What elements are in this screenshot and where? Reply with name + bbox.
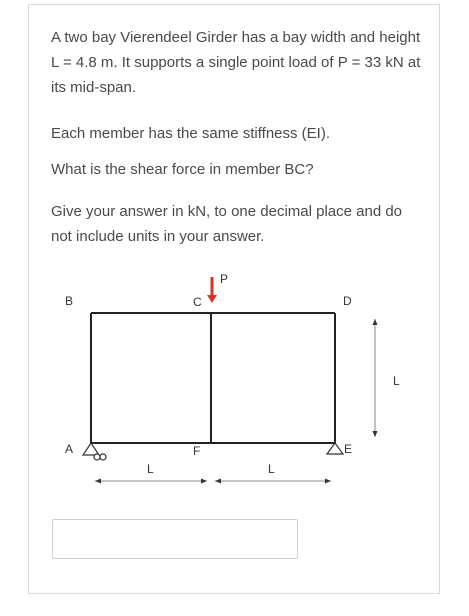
pin-support-icon — [83, 443, 106, 460]
answer-input[interactable] — [52, 519, 298, 559]
label-c: C — [193, 295, 202, 309]
label-span-right: L — [268, 462, 275, 476]
question-text-instructions: Give your answer in kN, to one decimal place and do not include units in your answer. — [51, 203, 403, 245]
label-span-left: L — [147, 462, 154, 476]
girder-diagram — [59, 267, 419, 497]
label-e: E — [344, 442, 353, 456]
label-p: P — [220, 272, 229, 286]
load-arrow-icon — [207, 277, 217, 303]
question-text-stiffness: Each member has the same stiffness (EI). — [51, 125, 331, 142]
label-a: A — [65, 442, 74, 456]
vierendeel-girder-figure — [59, 267, 419, 502]
question-text-problem: A two bay Vierendeel Girder has a bay width and height L = 4.8 m. It supports a single point load of P = 33 kN at its mid-span. — [51, 29, 421, 96]
dimension-right-span — [215, 479, 331, 484]
question-text-ask: What is the shear force in member BC? — [51, 161, 314, 178]
label-d: D — [343, 294, 352, 308]
dimension-left-span — [95, 479, 207, 484]
label-f: F — [193, 444, 201, 458]
question-card — [28, 4, 440, 594]
dimension-height — [373, 319, 378, 437]
frame-members — [91, 313, 335, 443]
roller-support-icon — [327, 443, 343, 454]
label-height: L — [393, 374, 400, 388]
label-b: B — [65, 294, 74, 308]
